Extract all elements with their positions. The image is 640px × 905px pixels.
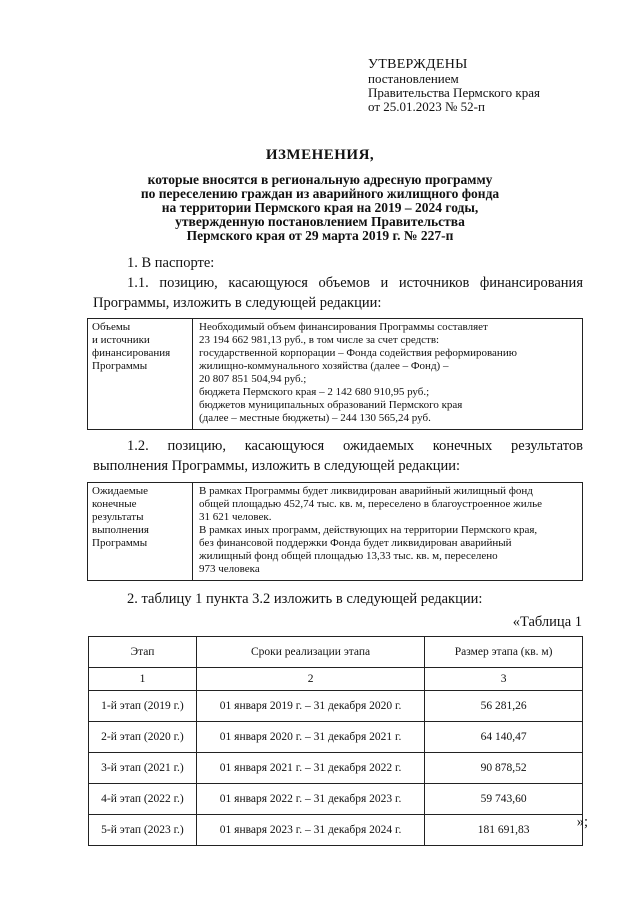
stage-area: 64 140,47 — [425, 722, 583, 753]
stage-name: 2-й этап (2020 г.) — [89, 722, 197, 753]
stage-area: 90 878,52 — [425, 753, 583, 784]
financing-label: Объемы и источники финансирования Программы — [88, 319, 193, 430]
stage-period: 01 января 2023 г. – 31 декабря 2024 г. — [196, 815, 424, 846]
table-row — [89, 784, 583, 815]
table-caption: «Таблица 1 — [512, 614, 582, 630]
column-number: 2 — [196, 668, 424, 691]
item-1-1 — [93, 273, 583, 313]
approval-line: от 25.01.2023 № 52-п — [368, 99, 485, 114]
column-number: 1 — [89, 668, 197, 691]
closing-quote: »; — [576, 814, 588, 830]
stage-area: 56 281,26 — [425, 691, 583, 722]
title-line: на территории Пермского края на 2019 – 2024 годы, — [161, 200, 479, 215]
stage-name: 1-й этап (2019 г.) — [89, 691, 197, 722]
table-row — [89, 722, 583, 753]
document-title — [60, 147, 580, 243]
column-header: Этап — [89, 637, 197, 668]
stage-name: 4-й этап (2022 г.) — [89, 784, 197, 815]
results-value: В рамках Программы будет ликвидирован аварийный жилищный фонд общей площадью 452,74 тыс. кв. м, переселено в благоустроенное жилье 31 621 человек. В рамках иных программ, действующих на территории Пермского края, без финансовой поддержки Фонда будет ликвидирован аварийный жилищный фонд общей площадью 13,33 тыс. кв. м, переселено 973 человека — [193, 483, 583, 581]
results-box — [87, 482, 583, 581]
stage-name: 3-й этап (2021 г.) — [89, 753, 197, 784]
column-header: Размер этапа (кв. м) — [425, 637, 583, 668]
approval-line: Правительства Пермского края — [368, 85, 540, 100]
table-number-row — [89, 668, 583, 691]
stage-period: 01 января 2019 г. – 31 декабря 2020 г. — [196, 691, 424, 722]
item-1-2 — [93, 436, 583, 476]
table-row — [89, 815, 583, 846]
table-row — [89, 753, 583, 784]
stage-period: 01 января 2021 г. – 31 декабря 2022 г. — [196, 753, 424, 784]
item-1-1-line: 1.1. позицию, касающуюся объемов и источников финансирования — [127, 275, 583, 291]
item-1-1-line: Программы, изложить в следующей редакции: — [93, 295, 382, 311]
stage-period: 01 января 2022 г. – 31 декабря 2023 г. — [196, 784, 424, 815]
column-number: 3 — [425, 668, 583, 691]
title-line: Пермского края от 29 марта 2019 г. № 227-п — [186, 228, 454, 243]
title-line: утвержденную постановлением Правительства — [175, 214, 465, 229]
approval-line: постановлением — [368, 71, 459, 86]
table-row — [89, 691, 583, 722]
approval-stamp — [368, 58, 540, 114]
title-line: по переселению граждан из аварийного жилищного фонда — [140, 186, 500, 201]
item-1-2-line: выполнения Программы, изложить в следующей редакции: — [93, 458, 461, 474]
column-header: Сроки реализации этапа — [196, 637, 424, 668]
financing-box — [87, 318, 583, 430]
stage-area: 181 691,83 — [425, 815, 583, 846]
item-1-2-line: 1.2. позицию, касающуюся ожидаемых конечных результатов — [127, 438, 583, 454]
stage-period: 01 января 2020 г. – 31 декабря 2021 г. — [196, 722, 424, 753]
item-2-heading: 2. таблицу 1 пункта 3.2 изложить в следующей редакции: — [127, 591, 483, 607]
table-header-row — [89, 637, 583, 668]
section-1-heading: 1. В паспорте: — [127, 255, 215, 271]
title-main: ИЗМЕНЕНИЯ, — [265, 147, 375, 163]
title-line: которые вносятся в региональную адресную программу — [147, 172, 493, 187]
results-label: Ожидаемые конечные результаты выполнения Программы — [88, 483, 193, 581]
stages-table — [88, 636, 583, 846]
financing-value: Необходимый объем финансирования Программы составляет 23 194 662 981,13 руб., в том числе за счет средств: государственной корпорации – Фонда содействия реформированию жилищно-коммунального хозяйства (далее – Фонд) – 20 807 851 504,94 руб.; бюджета Пермского края – 2 142 680 910,95 руб.; бюджетов муниципальных образований Пермского края (далее – местные бюджеты) – 244 130 565,24 руб. — [193, 319, 583, 430]
approval-header: УТВЕРЖДЕНЫ — [368, 57, 468, 72]
stage-name: 5-й этап (2023 г.) — [89, 815, 197, 846]
stage-area: 59 743,60 — [425, 784, 583, 815]
